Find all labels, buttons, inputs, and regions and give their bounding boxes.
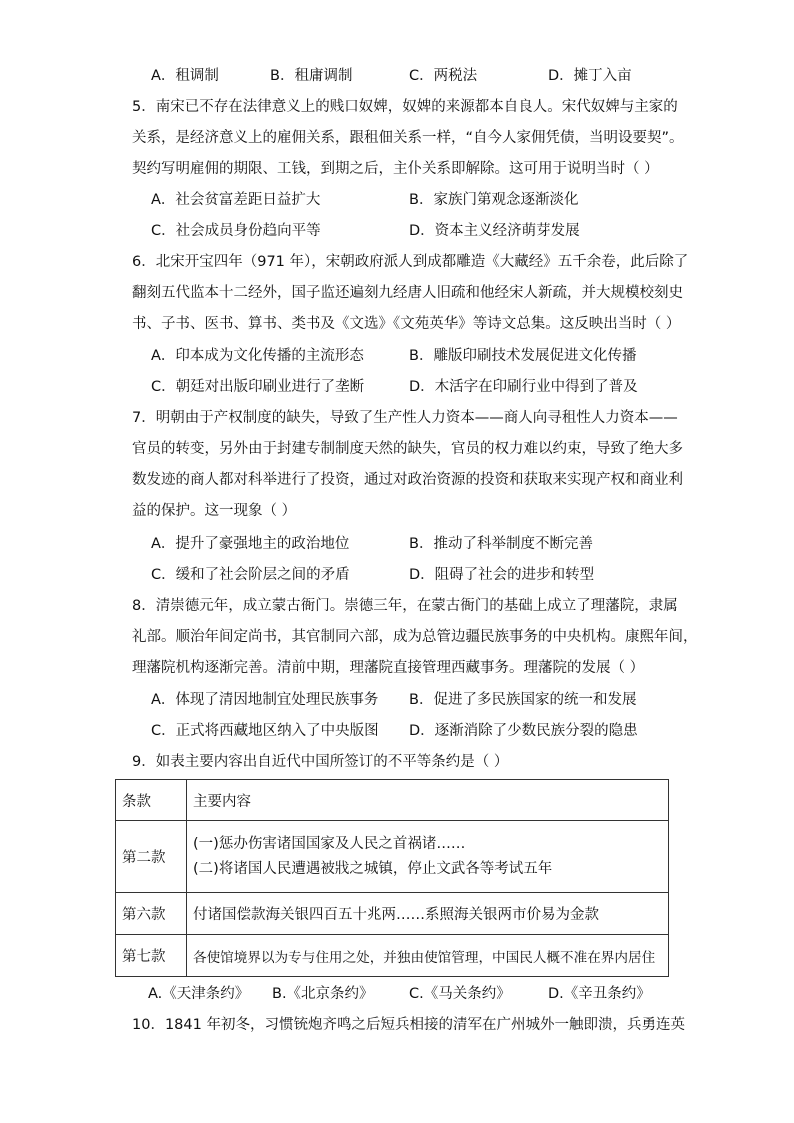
q6-stem-line: 6．北宋开宝四年（971 年），宋朝政府派人到成都雕造《大藏经》五千余卷，此后除了	[132, 254, 689, 270]
q5-option-d: D．资本主义经济萌芽发展	[409, 223, 580, 239]
q7-stem-line: 官员的转变，另外由于封建专制制度天然的缺失，官员的权力难以约束，导致了绝大多	[132, 441, 683, 457]
q8-option-c: C．正式将西藏地区纳入了中央版图	[151, 723, 379, 739]
q4-option-b: B．租庸调制	[270, 68, 353, 84]
q6-option-c: C．朝廷对出版印刷业进行了垄断	[151, 379, 365, 395]
q4-option-c: C．两税法	[409, 68, 478, 84]
content-line: (一)惩办伤害诸国国家及人民之首祸诸……	[193, 836, 466, 852]
q5-stem-line: 契约写明雇佣的期限、工钱，到期之后，主仆关系即解除。这可用于说明当时（ ）	[132, 161, 659, 177]
q4-option-a: A．租调制	[151, 68, 219, 84]
q6-option-a: A．印本成为文化传播的主流形态	[151, 348, 364, 364]
q6-stem-line: 书、子书、医书、算书、类书及《文选》《文苑英华》等诗文总集。这反映出当时（ ）	[132, 316, 681, 332]
q8-stem-line: 理藩院机构逐渐完善。清前中期，理藩院直接管理西藏事务。理藩院的发展（ ）	[132, 660, 645, 676]
q8-stem-line: 礼部。顺治年间定尚书，其官制同六部，成为总管边疆民族事务的中央机构。康熙年间，	[132, 629, 698, 645]
treaty-clauses-table	[115, 779, 669, 977]
q7-option-d: D．阻碍了社会的进步和转型	[409, 567, 595, 583]
q9-option-d: D.《辛丑条约》	[548, 986, 651, 1002]
table-cell-content: 付诸国偿款海关银四百五十兆两……系照海关银两市价易为金款	[187, 893, 669, 935]
q7-stem-line: 7．明朝由于产权制度的缺失，导致了生产性人力资本——商人向寻租性人力资本——	[132, 410, 678, 426]
q6-option-b: B．雕版印刷技术发展促进文化传播	[409, 348, 637, 364]
content-line: (二)将诸国人民遭遇被戕之城镇，停止文武各等考试五年	[193, 861, 553, 877]
q9-option-c: C.《马关条约》	[409, 986, 511, 1002]
q5-option-a: A．社会贫富差距日益扩大	[151, 192, 321, 208]
q4-option-d: D．摊丁入亩	[548, 68, 632, 84]
q6-stem-line: 翻刻五代监本十二经外，国子监还遍刻九经唐人旧疏和他经宋人新疏，并大规模校刻史	[132, 285, 683, 301]
q8-option-a: A．体现了清因地制宜处理民族事务	[151, 692, 379, 708]
table-header-clause: 条款	[116, 780, 187, 821]
q5-option-c: C．社会成员身份趋向平等	[151, 223, 321, 239]
q5-stem-line: 5．南宋已不存在法律意义上的贱口奴婢，奴婢的来源都本自良人。宋代奴婢与主家的	[132, 99, 678, 115]
q10-stem-line: 10．1841 年初冬，习惯铳炮齐鸣之后短兵相接的清军在广州城外一触即溃，兵勇连英	[132, 1017, 685, 1033]
table-row	[116, 821, 669, 893]
q6-option-d: D．木活字在印刷行业中得到了普及	[409, 379, 638, 395]
table-cell-clause: 第七款	[116, 935, 187, 977]
q8-option-b: B．促进了多民族国家的统一和发展	[409, 692, 637, 708]
q7-option-c: C．缓和了社会阶层之间的矛盾	[151, 567, 350, 583]
table-row	[116, 893, 669, 935]
q7-option-b: B．推动了科举制度不断完善	[409, 536, 593, 552]
table-header-content: 主要内容	[187, 780, 669, 821]
q8-option-d: D．逐渐消除了少数民族分裂的隐患	[409, 723, 638, 739]
q7-option-a: A．提升了豪强地主的政治地位	[151, 536, 350, 552]
q9-stem: 9．如表主要内容出自近代中国所签订的不平等条约是（ ）	[132, 754, 509, 770]
q7-stem-line: 数发迹的商人都对科举进行了投资，通过对政治资源的投资和获取来实现产权和商业利	[132, 472, 683, 488]
table-cell-content	[187, 821, 669, 893]
table-cell-clause: 第六款	[116, 893, 187, 935]
q8-stem-line: 8．清崇德元年，成立蒙古衙门。崇德三年，在蒙古衙门的基础上成立了理藩院，隶属	[132, 598, 678, 614]
table-cell-content: 各使馆境界以为专与住用之处，并独由使馆管理，中国民人概不准在界内居住	[187, 935, 669, 977]
q7-stem-line: 益的保护。这一现象（ ）	[132, 503, 297, 519]
q9-option-b: B.《北京条约》	[272, 986, 374, 1002]
table-row	[116, 935, 669, 977]
table-cell-clause: 第二款	[116, 821, 187, 893]
q5-stem-line: 关系，是经济意义上的雇佣关系，跟租佃关系一样，“自今人家佣凭债，当明设要契”。	[132, 130, 684, 146]
table-header-row	[116, 780, 669, 821]
q9-option-a: A.《天津条约》	[148, 986, 250, 1002]
q5-option-b: B．家族门第观念逐渐淡化	[409, 192, 579, 208]
